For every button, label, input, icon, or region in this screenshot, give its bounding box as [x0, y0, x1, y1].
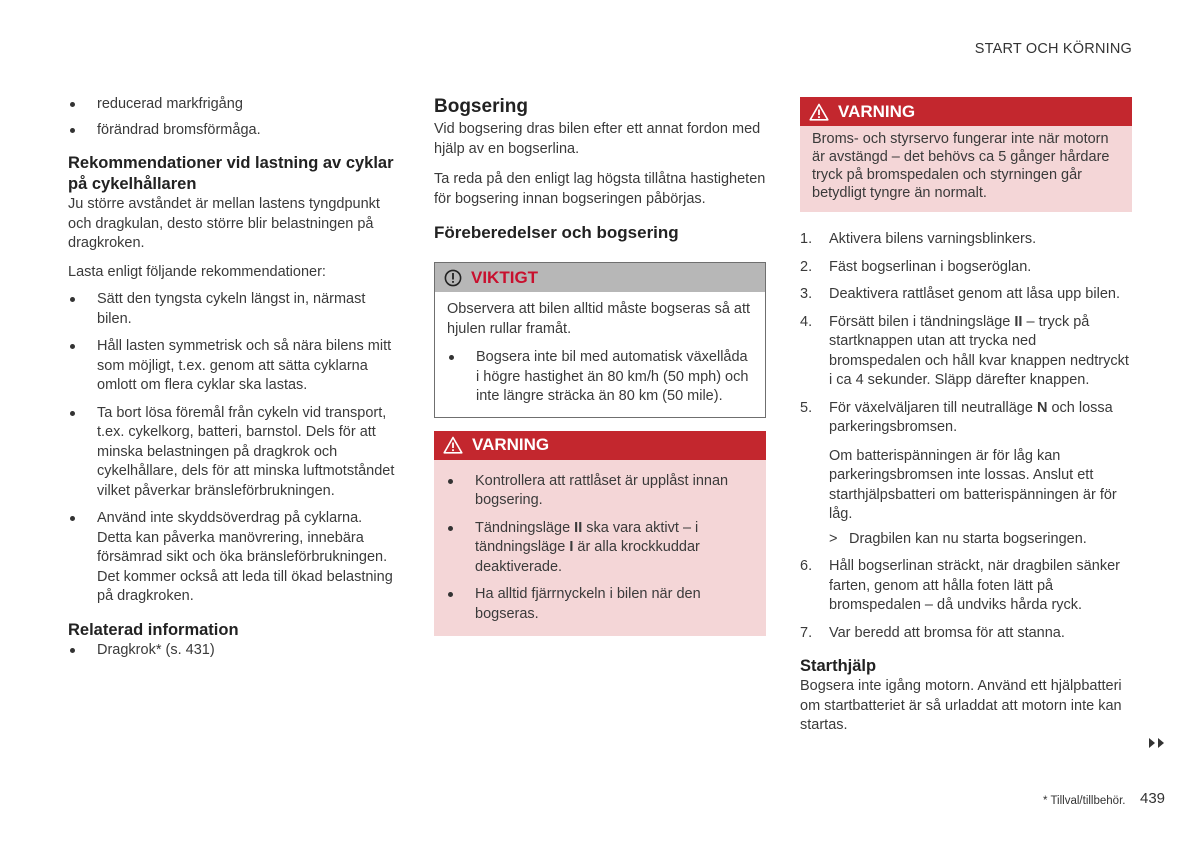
warning-triangle-icon [809, 103, 829, 121]
paragraph: Lasta enligt följande rekommendationer: [68, 263, 326, 280]
list-item: Bogsera inte bil med automatisk växellåda i högre hastighet än 80 km/h (50 mph) och inte längre sträcka än 80 km (50 mile). [447, 348, 753, 407]
cycle-loading-heading: Rekommendationer vid lastning av cyklar på cykelhållaren [68, 154, 394, 193]
intro-text: Vid bogsering dras bilen efter ett annat fordon med hjälp av en bogserlina. [434, 121, 761, 157]
exclamation-circle-icon [444, 269, 462, 287]
step-note: Om batterispänningen är för låg kan parkeringsbromsen inte lossas. Anslut ett starthjälpsbatteri om batterispänningen är för låg. [829, 447, 1117, 522]
list-item: Kontrollera att rattlåset är upplåst innan bogsering. [446, 472, 754, 511]
list-item: Håll lasten symmetrisk och så nära bilens mitt som möjligt, t.ex. genom att sätta cyklarna omlott om flera cyklar ska lastas. [68, 337, 398, 396]
double-arrow-icon [1148, 736, 1168, 748]
important-box-body [435, 292, 765, 417]
list-item: förändrad bromsförmåga. [68, 121, 398, 141]
step-item: 1. Aktivera bilens varningsblinkers. [800, 231, 1037, 247]
warning-box-header [800, 97, 1132, 126]
step-result: > Dragbilen kan nu starta bogseringen. [829, 530, 1087, 547]
step-item: 7. Var beredd att bromsa för att stanna. [800, 624, 1065, 641]
paragraph: Ta reda på den enligt lag högsta tillåtna hastigheten för bogsering innan bogseringen påbörjas. [434, 171, 766, 207]
warning-box-body [434, 460, 766, 637]
top-bullet-list [68, 95, 398, 140]
preparation-heading: Föreberedelser och bogsering [434, 223, 679, 242]
paragraph: Broms- och styrservo fungerar inte när motorn är avstängd – det behövs ca 5 gånger hårdare tryck på bromspedalen och styrningen går betydligt tyngre än normalt. [812, 131, 1110, 201]
section-header: START OCH KÖRNING [974, 41, 1132, 57]
list-item: Ta bort lösa föremål från cykeln vid transport, t.ex. cykelkorg, batteri, barnstol. Dels för att minska belastningen på dragkrok och cykelhållare, dels för att minska luftmotståndet vilket påverkar bränsleförbrukningen. [68, 404, 398, 502]
paragraph: Observera att bilen alltid måste bogseras så att hjulen rullar framåt. [447, 301, 751, 337]
towing-title: Bogsering [434, 96, 528, 117]
step-item: 3. Deaktivera rattlåset genom att låsa upp bilen. [800, 286, 1120, 302]
list-item: reducerad markfrigång [68, 95, 398, 115]
important-box [434, 262, 766, 418]
important-label: VIKTIGT [471, 267, 539, 287]
warning-triangle-icon [443, 436, 463, 454]
related-link[interactable]: Dragkrok* (s. 431) [68, 641, 398, 661]
paragraph: Ju större avståndet är mellan lastens tyngdpunkt och dragkulan, desto större blir belastningen på dragkroken. [68, 196, 380, 251]
page-number: 439 [1140, 790, 1166, 807]
step-item: 5. För växelväljaren till neutralläge N och lossa parkeringsbromsen. Om batterispänningen är för låg kan parkeringsbromsen inte lossas. Anslut ett starthjälpsbatteri om batterispänningen är för låg. > Dragbilen kan nu starta bogseringen. [800, 399, 1132, 550]
warning-box [434, 431, 766, 637]
column-right [800, 97, 1132, 736]
list-item: Använd inte skyddsöverdrag på cyklarna. Detta kan påverka manövrering, innebära försämrad sikt och öka bränsleförbrukningen. Det kommer också att leda till ökad belastning på dragkroken. [68, 509, 398, 607]
warning-list [446, 472, 754, 625]
warning-box-body [800, 126, 1132, 212]
warning-label: VARNING [472, 435, 550, 455]
paragraph: Bogsera inte igång motorn. Använd ett hjälpbatteri om startbatteriet är så urladdat att motorn inte kan startas. [800, 678, 1122, 733]
recommendation-list [68, 290, 398, 607]
related-list [68, 641, 398, 661]
warning-label: VARNING [838, 101, 916, 121]
related-info-heading: Relaterad information [68, 620, 239, 639]
column-left [68, 95, 398, 660]
step-item: 2. Fäst bogserlinan i bogseröglan. [800, 258, 1032, 275]
warning-box-servo [800, 97, 1132, 212]
list-item: Sätt den tyngsta cykeln längst in, närmast bilen. [68, 290, 398, 329]
warning-box-header [434, 431, 766, 460]
list-item: Ha alltid fjärrnyckeln i bilen när den bogseras. [446, 585, 754, 624]
list-item: Tändningsläge II ska vara aktivt – i tändningsläge I är alla krockkuddar deaktiverade. [446, 519, 754, 578]
footer-note: * Tillval/tillbehör. [1043, 795, 1126, 807]
important-list [447, 348, 753, 407]
jump-start-heading: Starthjälp [800, 657, 877, 675]
column-middle [434, 95, 766, 636]
important-box-header [435, 263, 765, 292]
step-item: 6. Håll bogserlinan sträckt, när dragbilen sänker farten, genom att hålla foten lätt på bromspedalen – då undviks hårda ryck. [800, 558, 1120, 613]
towing-steps [800, 230, 1132, 643]
step-item: 4. Försätt bilen i tändningsläge II – tryck på startknappen utan att trycka ned bromspedalen och håll kvar knappen nedtryckt i ca 4 sekunder. Släpp därefter knappen. [800, 313, 1129, 388]
